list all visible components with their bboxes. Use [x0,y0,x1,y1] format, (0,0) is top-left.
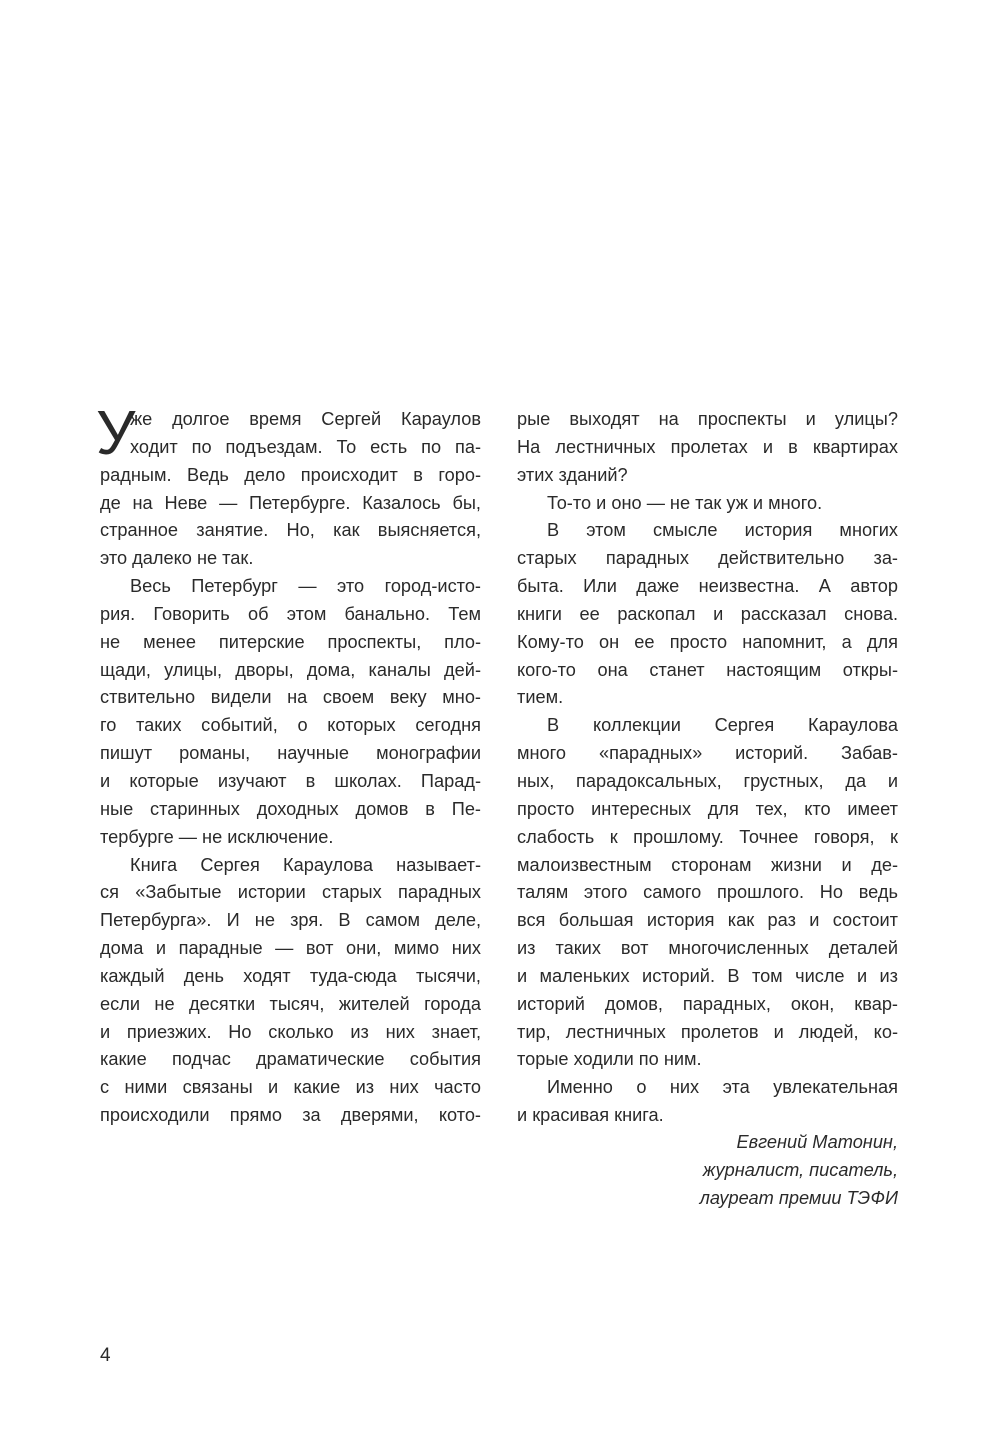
text-line: старых парадных действительно за- [517,548,898,569]
page-number: 4 [100,1345,111,1366]
text-line: тир, лестничных пролетов и людей, ко- [517,1021,898,1042]
text-line: слабость к прошлому. Точнее говоря, к [517,826,898,847]
text-line: быта. Или даже неизвестна. А автор [517,576,898,597]
text-line: ся «Забытые истории старых парадных [100,882,481,903]
text-line: странное занятие. Но, как выясняется, [100,520,481,541]
text-line: Кому-то он ее просто напомнит, а для [517,631,898,652]
text-line: и красивая книга. [517,1105,664,1126]
signature-name: Евгений Матонин, [736,1132,898,1152]
right-column [517,406,898,1130]
signature-award: лауреат премии ТЭФИ [699,1187,898,1208]
text-line: ных, парадоксальных, грустных, да и [517,770,898,791]
text-line: с ними связаны и какие из них часто [100,1077,481,1098]
text-line: щади, улицы, дворы, дома, каналы дей- [100,659,481,680]
text-line: же долгое время Сергей Караулов [130,409,481,429]
text-line: Петербурга». И не зря. В самом деле, [100,910,481,931]
text-line: Весь Петербург — это город-исто- [130,576,481,597]
text-line: много «парадных» историй. Забав- [517,743,898,764]
signature-role: журналист, писатель, [702,1159,898,1180]
text-line: кого-то она станет настоящим откры- [517,659,898,680]
paragraph-petersburg [100,573,481,851]
text-line: В коллекции Сергея Караулова [547,715,898,736]
paragraph-forgotten [517,517,898,712]
text-line: торые ходили по ним. [517,1049,702,1070]
text-line: го таких событий, о которых сегодня [100,715,481,736]
text-line: То-то и оно — не так уж и много. [547,492,823,513]
text-line: и которые изучают в школах. Парад- [100,770,481,791]
text-line: На лестничных пролетах и в квартирах [517,436,898,457]
text-line: рые выходят на проспекты и улицы? [517,409,898,429]
text-line: каждый день ходят туда-сюда тысячи, [100,965,481,986]
author-signature [517,1129,898,1213]
text-line: из таких вот многочисленных деталей [517,938,898,959]
text-line: малоизвестным сторонам жизни и де- [517,854,898,875]
text-line: если не десятки тысяч, жителей города [100,993,481,1014]
text-line: ные старинных доходных домов в Пе- [100,798,481,819]
text-line: просто интересных для тех, кто имеет [517,798,898,819]
text-line: не менее питерские проспекты, пло- [100,631,481,652]
text-line: пишут романы, научные монографии [100,743,481,764]
text-line: В этом смысле история многих [547,520,898,541]
text-line: это далеко не так. [100,548,254,569]
text-line: Книга Сергея Караулова называет- [130,854,481,875]
text-line: этих зданий? [517,464,628,485]
text-line: дома и парадные — вот они, мимо них [100,938,481,959]
text-line: талям этого самого прошлого. Но ведь [517,882,898,903]
text-line: Именно о них эта увлекательная [547,1077,898,1098]
text-line: вся большая история как раз и состоит [517,910,898,931]
paragraph-collection [517,712,898,1074]
text-line: радным. Ведь дело происходит в горо- [100,464,481,485]
text-line: происходили прямо за дверями, кото- [100,1105,481,1126]
text-line: рия. Говорить об этом банально. Тем [100,603,481,624]
text-line: и приезжих. Но сколько из них знает, [100,1021,481,1042]
paragraph-continued [517,406,898,490]
text-line: какие подчас драматические события [100,1049,481,1070]
text-line: и маленьких историй. В том числе и из [517,965,898,986]
text-line: ходит по подъездам. То есть по па- [130,436,481,457]
paragraph-conclusion [517,1074,898,1130]
text-line: тием. [517,687,564,708]
text-line: де на Неве — Петербурге. Казалось бы, [100,492,481,513]
left-column [96,399,481,1130]
paragraph-not-much [517,490,898,518]
text-line: тербурге — не исключение. [100,826,334,847]
paragraph-intro [96,399,481,573]
drop-cap: У [96,399,136,468]
text-line: книги ее раскопал и рассказал снова. [517,603,898,624]
text-line: ствительно видели на своем веку мно- [100,687,481,708]
text-line: историй домов, парадных, окон, квар- [517,993,898,1014]
paragraph-book-title [100,852,481,1130]
